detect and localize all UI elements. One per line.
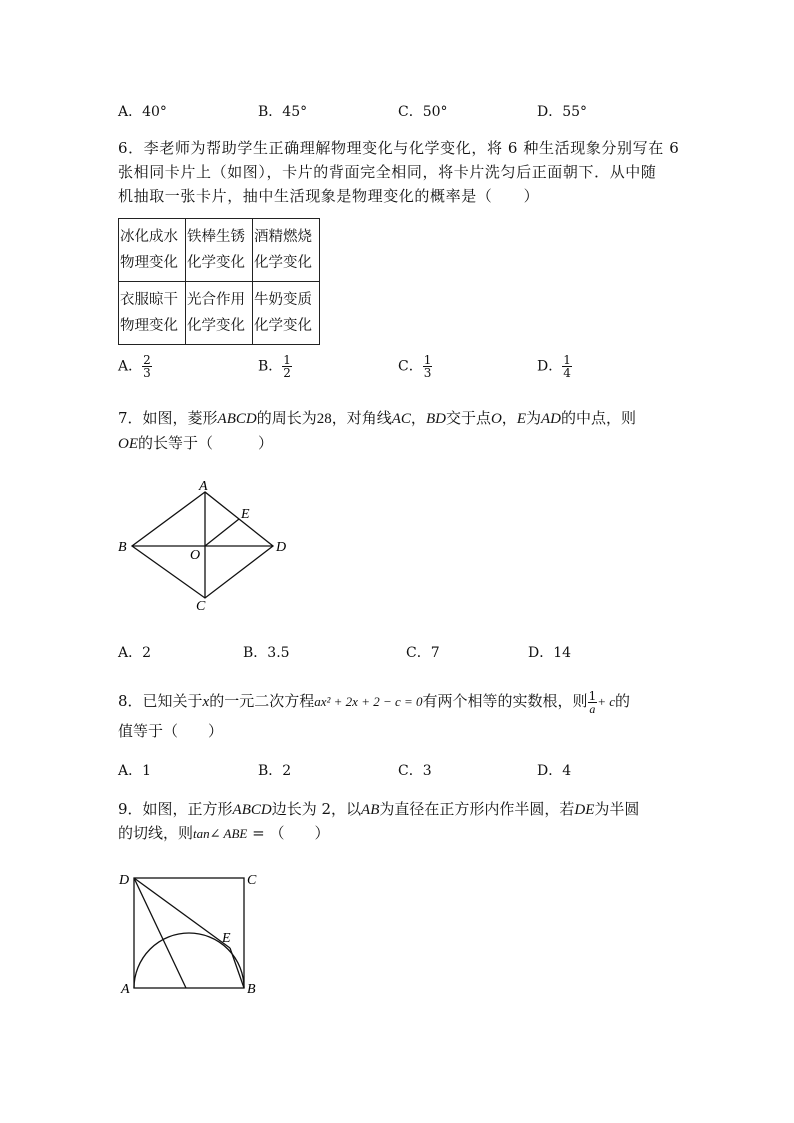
tangent-de bbox=[134, 878, 230, 948]
label-a: A bbox=[121, 982, 130, 997]
q6-card-table bbox=[118, 218, 320, 345]
q6-line-2: 张相同卡片上（如图），卡片的背面完全相同，将卡片洗匀后正面朝下．从中随 bbox=[118, 163, 657, 181]
q7-rhombus-figure bbox=[110, 474, 300, 614]
q6-option-a: A． $\frac{2}{3}$ bbox=[118, 353, 151, 380]
card-row bbox=[119, 219, 320, 282]
segment-oe bbox=[205, 519, 239, 546]
label-a: A bbox=[199, 479, 208, 494]
label-e: E bbox=[241, 507, 250, 522]
label-d: D bbox=[276, 540, 287, 555]
card: 酒精燃烧 化学变化 bbox=[253, 219, 320, 282]
label-o: O bbox=[190, 548, 201, 563]
q5-option-a: A．40° bbox=[118, 104, 167, 120]
q7-option-c: C．7 bbox=[406, 645, 440, 661]
card: 牛奶变质 化学变化 bbox=[253, 282, 320, 345]
q8-line-1: 8．已知关于x的一元二次方程ax² + 2x + 2 − c = 0有两个相等的实数根，则 $\frac{1}{a}$ + c的 bbox=[118, 688, 631, 716]
card: 衣服晾干 物理变化 bbox=[119, 282, 186, 345]
q7-line-2: OE的长等于（ ） bbox=[118, 434, 274, 452]
q7-line-1: 7．如图，菱形ABCD的周长为28，对角线AC，BD交于点O，E为AD的中点，则 bbox=[118, 409, 637, 427]
card: 铁棒生锈 化学变化 bbox=[186, 219, 253, 282]
label-e: E bbox=[222, 931, 231, 946]
q6-option-c: C． $\frac{1}{3}$ bbox=[398, 353, 432, 380]
label-b: B bbox=[247, 982, 256, 997]
card: 冰化成水 物理变化 bbox=[119, 219, 186, 282]
q6-option-d: D． $\frac{1}{4}$ bbox=[537, 353, 571, 380]
q7-option-d: D．14 bbox=[528, 645, 572, 661]
q9-line-2: 的切线，则tan∠ ABE = （ ） bbox=[118, 824, 330, 842]
label-c: C bbox=[196, 599, 206, 614]
q9-line-1: 9．如图，正方形ABCD边长为 2，以AB为直径在正方形内作半圆，若DE为半圆 bbox=[118, 800, 640, 818]
q5-option-b: B．45° bbox=[258, 104, 308, 120]
q5-option-c: C．50° bbox=[398, 104, 448, 120]
q8-line-2: 值等于（ ） bbox=[118, 722, 224, 740]
card: 光合作用 化学变化 bbox=[186, 282, 253, 345]
q8-option-d: D．4 bbox=[537, 763, 572, 779]
q6-line-1: 6．李老师为帮助学生正确理解物理变化与化学变化，将 6 种生活现象分别写在 6 bbox=[118, 139, 680, 157]
q7-option-a: A．2 bbox=[118, 645, 152, 661]
segment-eb bbox=[230, 948, 244, 988]
rhombus-outline bbox=[132, 492, 273, 598]
q6-option-b: B． $\frac{1}{2}$ bbox=[258, 353, 291, 380]
q8-option-c: C．3 bbox=[398, 763, 432, 779]
q7-option-b: B．3.5 bbox=[243, 645, 290, 661]
q6-line-3: 机抽取一张卡片，抽中生活现象是物理变化的概率是（ ） bbox=[118, 187, 540, 205]
q5-option-d: D．55° bbox=[537, 104, 588, 120]
label-b: B bbox=[118, 540, 127, 555]
card-row bbox=[119, 282, 320, 345]
q8-option-a: A．1 bbox=[118, 763, 152, 779]
label-d: D bbox=[119, 873, 130, 888]
q9-square-figure bbox=[110, 866, 270, 998]
label-c: C bbox=[247, 873, 257, 888]
q8-option-b: B．2 bbox=[258, 763, 292, 779]
segment-d-to-ab bbox=[134, 878, 186, 988]
